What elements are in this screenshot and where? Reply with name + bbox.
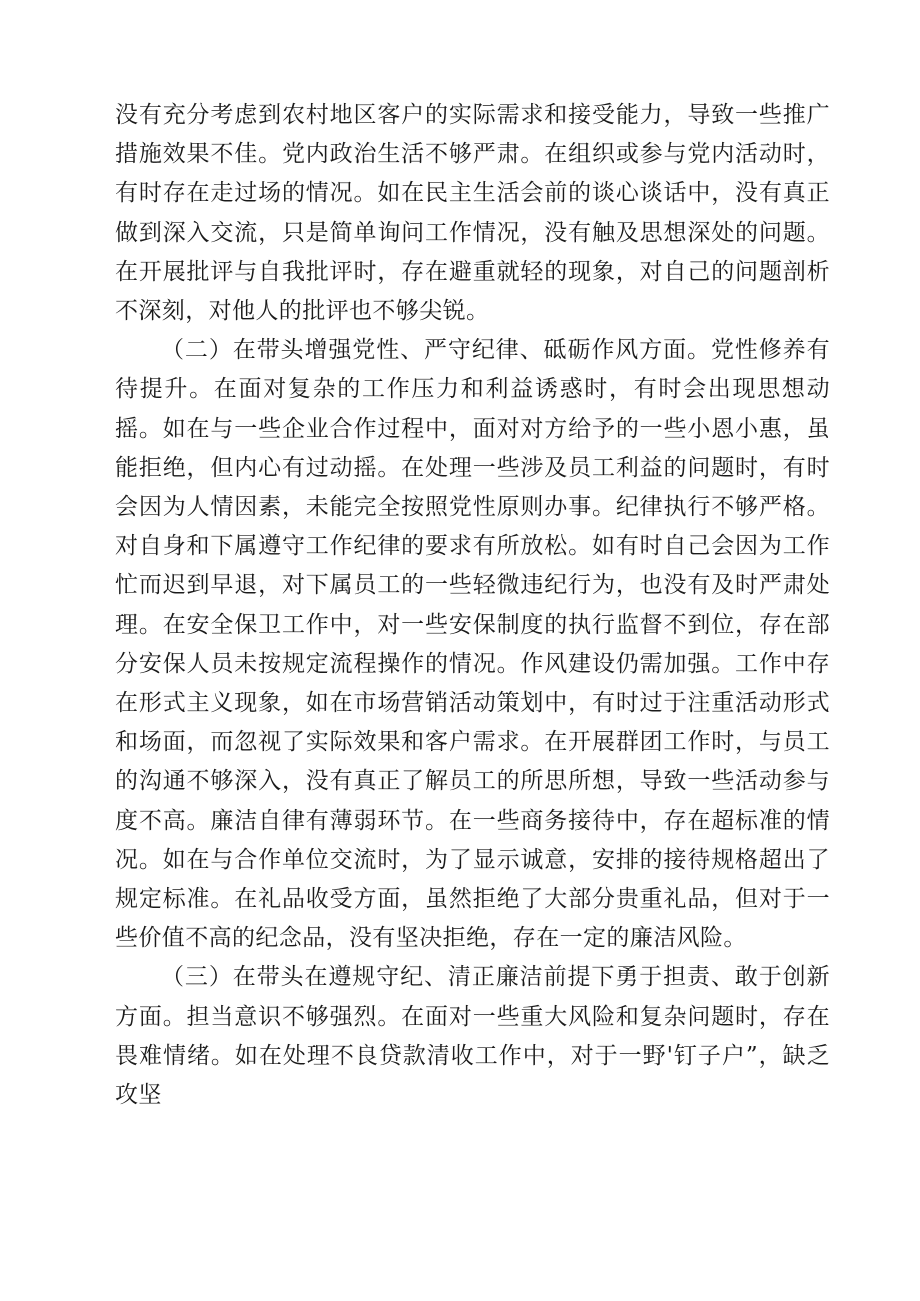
document-body <box>115 96 830 1115</box>
paragraph-continued: 没有充分考虑到农村地区客户的实际需求和接受能力，导致一些推广措施效果不佳。党内政治生活不够严肃。在组织或参与党内活动时，有时存在走过场的情况。如在民主生活会前的谈心谈话中，没有真正做到深入交流，只是简单询问工作情况，没有触及思想深处的问题。在开展批评与自我批评时，存在避重就轻的现象，对自己的问题剖析不深刻，对他人的批评也不够尖锐。 <box>115 102 830 325</box>
paragraph-section-three: （三）在带头在遵规守纪、清正廉洁前提下勇于担责、敢于创新方面。担当意识不够强烈。在面对一些重大风险和复杂问题时，存在畏难情绪。如在处理不良贷款清收工作中，对于一野'钉子户”，缺乏攻坚 <box>115 964 830 1109</box>
paragraph-section-two: （二）在带头增强党性、严守纪律、砥砺作风方面。党性修养有待提升。在面对复杂的工作压力和利益诱惑时，有时会出现思想动摇。如在与一些企业合作过程中，面对对方给予的一些小恩小惠，虽能拒绝，但内心有过动摇。在处理一些涉及员工利益的问题时，有时会因为人情因素，未能完全按照党性原则办事。纪律执行不够严格。对自身和下属遵守工作纪律的要求有所放松。如有时自己会因为工作忙而迟到早退，对下属员工的一些轻微违纪行为，也没有及时严肃处理。在安全保卫工作中，对一些安保制度的执行监督不到位，存在部分安保人员未按规定流程操作的情况。作风建设仍需加强。工作中存在形式主义现象，如在市场营销活动策划中，有时过于注重活动形式和场面，而忽视了实际效果和客户需求。在开展群团工作时，与员工的沟通不够深入，没有真正了解员工的所思所想，导致一些活动参与度不高。廉洁自律有薄弱环节。在一些商务接待中，存在超标准的情况。如在与合作单位交流时，为了显示诚意，安排的接待规格超出了规定标准。在礼品收受方面，虽然拒绝了大部分贵重礼品，但对于一些价值不高的纪念品，没有坚决拒绝，存在一定的廉洁风险。 <box>115 337 830 952</box>
